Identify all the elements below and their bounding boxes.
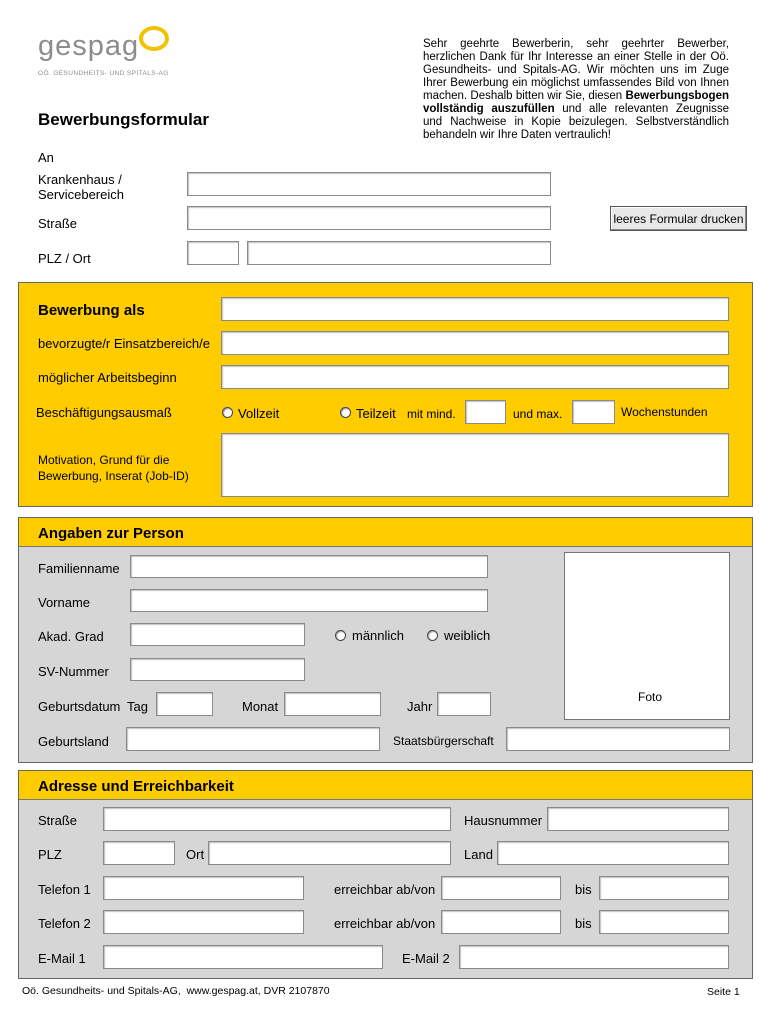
min-hours-label: mit mind. xyxy=(407,407,456,421)
birth-month-input[interactable] xyxy=(284,692,381,716)
female-radio[interactable] xyxy=(427,630,438,641)
firstname-label: Vorname xyxy=(38,595,91,610)
birth-country-label: Geburtsland xyxy=(38,734,109,749)
birth-day-label: Tag xyxy=(127,699,148,714)
intro-bold: Bewerbungsbogen vollständig auszufüllen xyxy=(423,90,729,115)
extent-label: Beschäftigungsausmaß xyxy=(36,405,172,420)
address-title: Adresse und Erreichbarkeit xyxy=(38,778,234,795)
birth-day-input[interactable] xyxy=(156,692,213,716)
photo-label: Foto xyxy=(638,690,663,704)
housenumber-input[interactable] xyxy=(547,807,729,831)
intro-part-1: Sehr geehrte Bewerberin, sehr geehrter Bewerber, herzlichen Dank für Ihr Interesse an einer Stelle in der Oö. Gesundheits- und Spitals-AG. Wir möchten uns im Zuge Ihrer Bewerbung ein möglichst umfassendes Bild von Ihnen machen. Deshalb bitten wir Sie, diesen xyxy=(423,38,729,102)
phone2-input[interactable] xyxy=(103,910,304,934)
hospital-input[interactable] xyxy=(187,172,551,196)
motivation-label-line-1: Motivation, Grund für die xyxy=(38,453,170,467)
logo xyxy=(38,26,178,86)
max-hours-label: und max. xyxy=(513,407,563,421)
footer-page-number: Seite 1 xyxy=(707,986,740,998)
phone2-label: Telefon 2 xyxy=(38,916,91,931)
recipient-street-label: Straße xyxy=(38,216,78,231)
motivation-input[interactable] xyxy=(221,433,729,497)
surname-input[interactable] xyxy=(130,555,488,578)
phone2-reachable-label: erreichbar ab/von xyxy=(334,916,436,931)
logo-subtitle: OÖ. GESUNDHEITS- UND SPITALS-AG xyxy=(38,70,169,77)
country-input[interactable] xyxy=(497,841,729,865)
sv-number-input[interactable] xyxy=(130,658,305,681)
intro-text xyxy=(423,38,729,142)
preferred-area-label: bevorzugte/r Einsatzbereich/e xyxy=(38,336,210,351)
address-plz-input[interactable] xyxy=(103,841,175,865)
logo-ring-icon xyxy=(139,26,169,51)
address-ort-label: Ort xyxy=(186,847,205,862)
housenumber-label: Hausnummer xyxy=(464,813,543,828)
male-radio[interactable] xyxy=(335,630,346,641)
male-label: männlich xyxy=(352,628,405,643)
print-empty-form-button[interactable]: leeres Formular drucken xyxy=(610,206,747,231)
max-hours-input[interactable] xyxy=(572,400,615,424)
parttime-radio[interactable] xyxy=(340,407,351,418)
motivation-label xyxy=(38,452,189,484)
motivation-label-line-2: Bewerbung, Inserat (Job-ID) xyxy=(38,469,189,483)
email2-label: E-Mail 2 xyxy=(402,951,450,966)
degree-label: Akad. Grad xyxy=(38,629,104,644)
email2-input[interactable] xyxy=(459,945,729,969)
footer-left: Oö. Gesundheits- und Spitals-AG, www.gespag.at, DVR 2107870 xyxy=(22,985,330,997)
phone2-reachable-from-input[interactable] xyxy=(441,910,561,934)
preferred-area-input[interactable] xyxy=(221,331,729,355)
address-plz-label: PLZ xyxy=(38,847,62,862)
recipient-ort-input[interactable] xyxy=(247,241,551,265)
min-hours-input[interactable] xyxy=(465,400,506,424)
phone1-label: Telefon 1 xyxy=(38,882,91,897)
female-label: weiblich xyxy=(444,628,491,643)
hospital-label-line-1: Krankenhaus / xyxy=(38,172,122,187)
start-date-label: möglicher Arbeitsbeginn xyxy=(38,370,177,385)
degree-input[interactable] xyxy=(130,623,305,646)
address-street-input[interactable] xyxy=(103,807,451,831)
birth-year-input[interactable] xyxy=(437,692,491,716)
email1-label: E-Mail 1 xyxy=(38,951,86,966)
birth-month-label: Monat xyxy=(242,699,279,714)
hospital-label xyxy=(38,172,124,202)
start-date-input[interactable] xyxy=(221,365,729,389)
firstname-input[interactable] xyxy=(130,589,488,612)
phone1-until-label: bis xyxy=(575,882,592,897)
address-ort-input[interactable] xyxy=(208,841,451,865)
person-title: Angaben zur Person xyxy=(38,525,184,542)
recipient-plz-ort-label: PLZ / Ort xyxy=(38,251,91,266)
address-street-label: Straße xyxy=(38,813,78,828)
application-title: Bewerbung als xyxy=(38,302,145,319)
phone2-until-input[interactable] xyxy=(599,910,729,934)
surname-label: Familienname xyxy=(38,561,120,576)
birthdate-label: Geburtsdatum xyxy=(38,699,121,714)
fulltime-label: Vollzeit xyxy=(238,406,280,421)
intro-part-2: und alle relevanten Zeugnisse und Nachweise in Kopie beizulegen. Selbstverständlich behandeln wir Ihre Daten vertraulich! xyxy=(423,103,729,141)
birth-country-input[interactable] xyxy=(126,727,380,751)
parttime-label: Teilzeit xyxy=(356,406,396,421)
birth-year-label: Jahr xyxy=(407,699,433,714)
weekly-hours-label: Wochenstunden xyxy=(621,405,708,419)
citizenship-label: Staatsbürgerschaft xyxy=(393,734,494,748)
sv-number-label: SV-Nummer xyxy=(38,664,109,679)
phone1-until-input[interactable] xyxy=(599,876,729,900)
country-label: Land xyxy=(464,847,493,862)
phone1-reachable-label: erreichbar ab/von xyxy=(334,882,436,897)
position-input[interactable] xyxy=(221,297,729,321)
recipient-an-label: An xyxy=(38,150,54,165)
citizenship-input[interactable] xyxy=(506,727,730,751)
page-title: Bewerbungsformular xyxy=(38,110,209,129)
hospital-label-line-2: Servicebereich xyxy=(38,187,124,202)
email1-input[interactable] xyxy=(103,945,383,969)
logo-wordmark: gespag xyxy=(38,30,140,62)
recipient-plz-input[interactable] xyxy=(187,241,239,265)
phone1-reachable-from-input[interactable] xyxy=(441,876,561,900)
phone1-input[interactable] xyxy=(103,876,304,900)
phone2-until-label: bis xyxy=(575,916,592,931)
recipient-street-input[interactable] xyxy=(187,206,551,230)
fulltime-radio[interactable] xyxy=(222,407,233,418)
